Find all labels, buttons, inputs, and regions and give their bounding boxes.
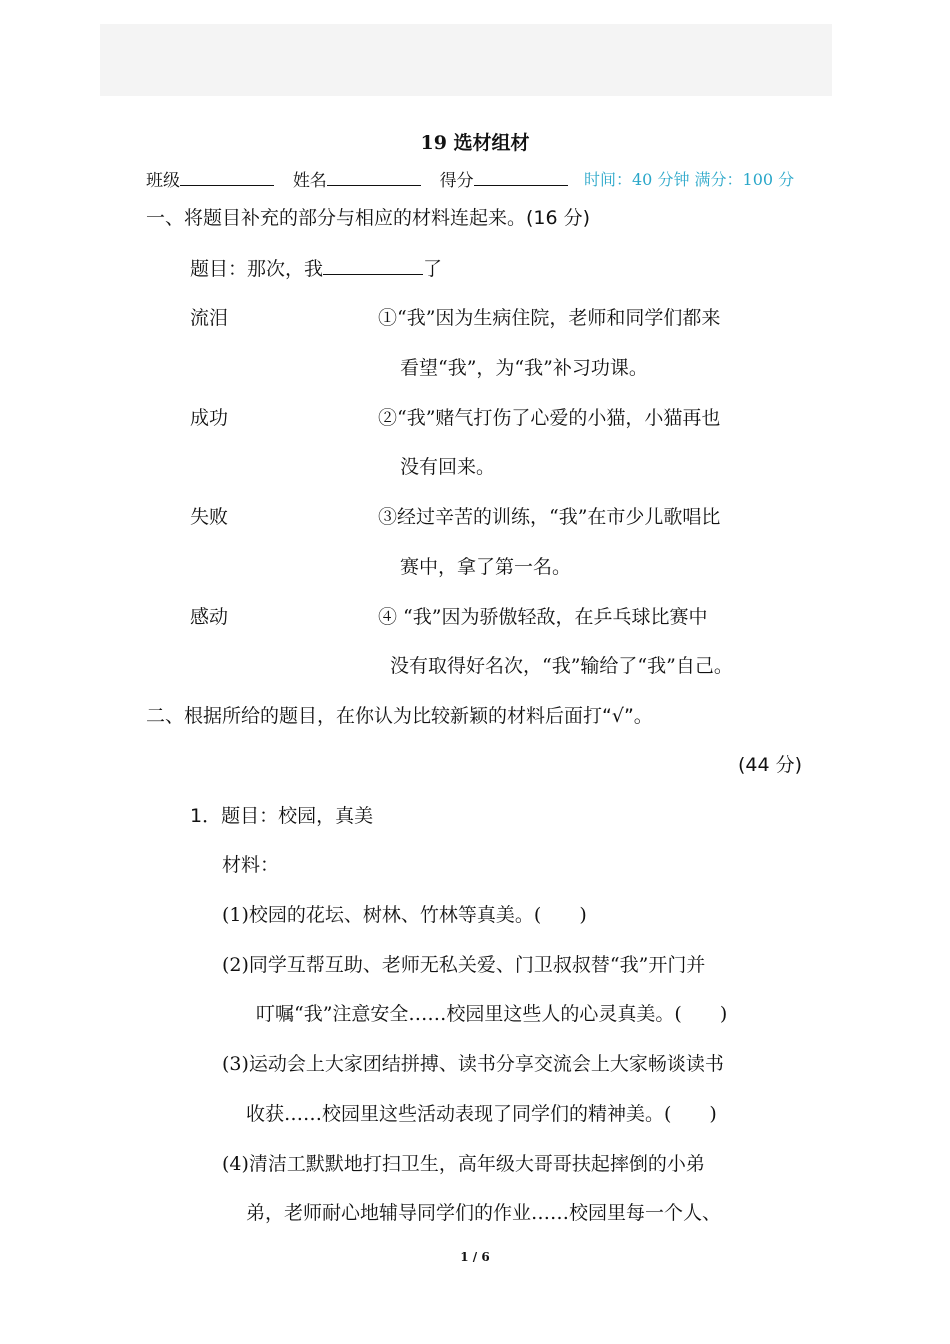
topic-end: 了 xyxy=(423,258,443,280)
section2-heading: 二、根据所给的题目，在你认为比较新颖的材料后面打“√”。 xyxy=(146,705,653,727)
section2-score: (44 分) xyxy=(738,754,803,776)
name-blank[interactable] xyxy=(327,168,421,186)
name-label: 姓名 xyxy=(292,171,327,191)
page-title: 19 选材组材 xyxy=(420,132,530,154)
material-line: 没有取得好名次，“我”输给了“我”自己。 xyxy=(390,655,733,677)
left-item: 失败 xyxy=(190,506,229,528)
material-line: ①“我”因为生病住院，老师和同学们都来 xyxy=(378,307,721,329)
material-item: (2)同学互帮互助、老师无私关爱、门卫叔叔替“我”开门并 xyxy=(222,954,706,976)
class-blank[interactable] xyxy=(180,168,274,186)
material-item: (1)校园的花坛、树林、竹林等真美。( ) xyxy=(222,904,587,926)
topic-blank[interactable] xyxy=(323,255,423,275)
left-item: 感动 xyxy=(190,606,229,628)
left-item: 流泪 xyxy=(190,307,229,329)
question1-title: 1．题目：校园，真美 xyxy=(190,805,374,827)
material-item: (4)清洁工默默地打扫卫生，高年级大哥哥扶起摔倒的小弟 xyxy=(222,1153,705,1175)
score-label: 得分 xyxy=(439,171,474,191)
material-item-cont: 收获……校园里这些活动表现了同学们的精神美。( ) xyxy=(246,1103,717,1125)
material-item-cont: 叮嘱“我”注意安全……校园里这些人的心灵真美。( ) xyxy=(256,1003,728,1025)
material-line: 没有回来。 xyxy=(400,456,496,478)
score-blank[interactable] xyxy=(474,168,568,186)
material-line: ④ “我”因为骄傲轻敌，在乒乓球比赛中 xyxy=(378,606,708,628)
material-line: 看望“我”，为“我”补习功课。 xyxy=(400,357,648,379)
left-item: 成功 xyxy=(190,407,229,429)
material-item-cont: 弟，老师耐心地辅导同学们的作业……校园里每一个人、 xyxy=(246,1202,722,1224)
material-line: ②“我”赌气打伤了心爱的小猫，小猫再也 xyxy=(378,407,721,429)
materials-label: 材料： xyxy=(222,854,280,876)
page-number: 1 / 6 xyxy=(460,1250,490,1264)
material-line: 赛中，拿了第一名。 xyxy=(400,556,572,578)
header-band xyxy=(100,24,832,96)
material-item: (3)运动会上大家团结拼搏、读书分享交流会上大家畅谈读书 xyxy=(222,1053,724,1075)
section1-heading: 一、将题目补充的部分与相应的材料连起来。(16 分) xyxy=(146,207,591,229)
section1-topic xyxy=(190,254,442,281)
info-row xyxy=(146,166,568,191)
topic-text: 题目：那次，我 xyxy=(190,258,324,280)
material-line: ③经过辛苦的训练，“我”在市少儿歌唱比 xyxy=(378,506,721,528)
time-info: 时间：40 分钟 满分：100 分 xyxy=(584,170,795,189)
class-label: 班级 xyxy=(146,171,180,191)
